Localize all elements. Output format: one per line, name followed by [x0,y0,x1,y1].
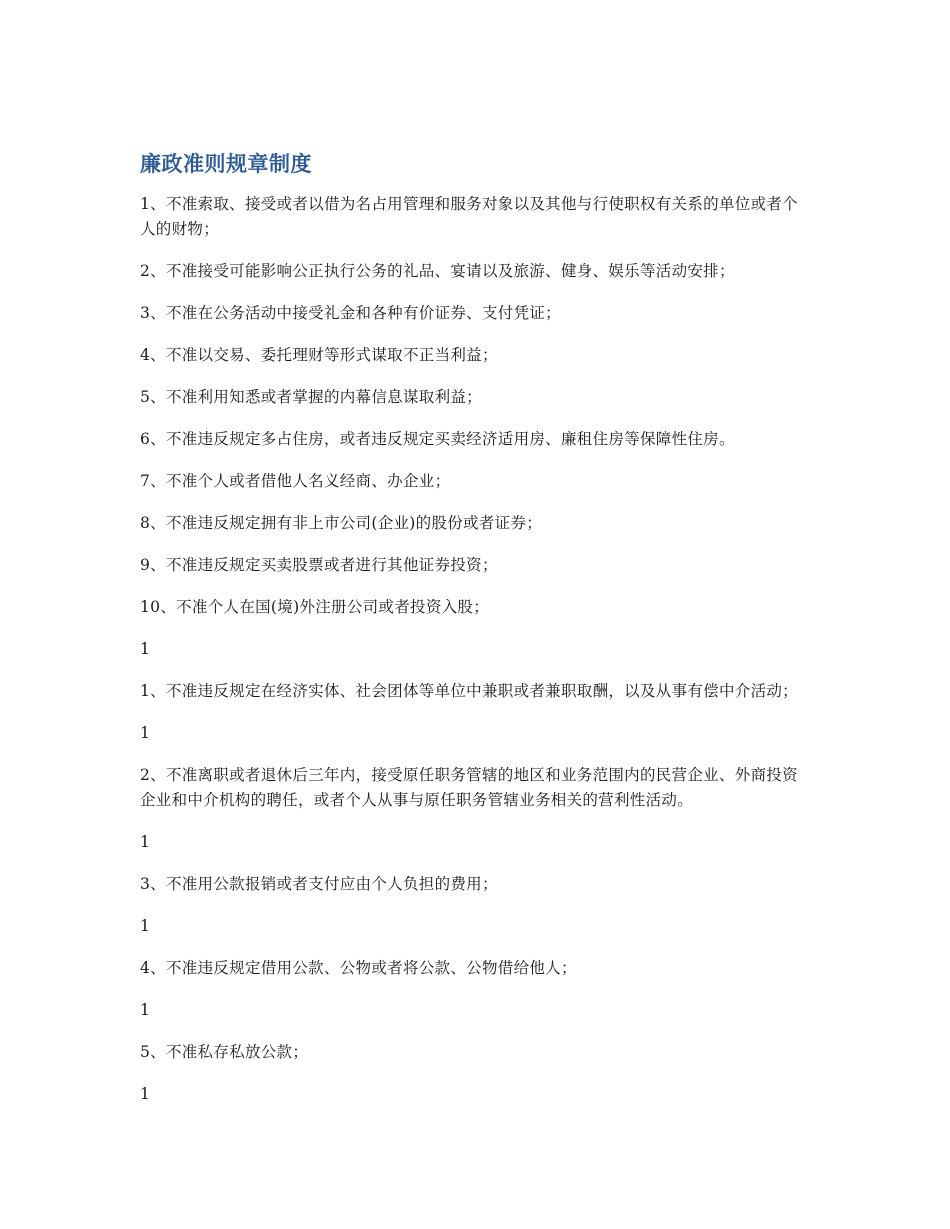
document-title: 廉政准则规章制度 [140,152,312,176]
paragraph-item: 1、不准索取、接受或者以借为名占用管理和服务对象以及其他与行使职权有关系的单位或者个人的财物； [140,195,798,238]
paragraph-item: 5、不准私存私放公款； [140,1043,309,1061]
paragraph-item: 9、不准违反规定买卖股票或者进行其他证券投资； [140,556,498,574]
paragraph-item: 3、不准用公款报销或者支付应由个人负担的费用； [140,875,498,893]
paragraph-item: 2、不准接受可能影响公正执行公务的礼品、宴请以及旅游、健身、娱乐等活动安排； [140,262,735,280]
paragraph-item: 10、不准个人在国(境)外注册公司或者投资入股； [140,598,490,616]
section-marker: 1 [140,640,150,658]
paragraph-item: 8、不准违反规定拥有非上市公司(企业)的股份或者证券； [140,514,543,532]
section-marker: 1 [140,724,150,742]
paragraph-item: 1、不准违反规定在经济实体、社会团体等单位中兼职或者兼职取酬，以及从事有偿中介活动； [140,682,798,700]
paragraph-item: 2、不准离职或者退休后三年内，接受原任职务管辖的地区和业务范围内的民营企业、外商投资企业和中介机构的聘任，或者个人从事与原任职务管辖业务相关的营利性活动。 [140,766,798,809]
paragraph-item: 5、不准利用知悉或者掌握的内幕信息谋取利益； [140,388,482,406]
section-marker: 1 [140,833,150,851]
section-marker: 1 [140,917,150,935]
paragraph-item: 4、不准以交易、委托理财等形式谋取不正当利益； [140,346,498,364]
paragraph-item: 4、不准违反规定借用公款、公物或者将公款、公物借给他人； [140,959,577,977]
paragraph-item: 6、不准违反规定多占住房，或者违反规定买卖经济适用房、廉租住房等保障性住房。 [140,430,735,448]
paragraph-item: 3、不准在公务活动中接受礼金和各种有价证券、支付凭证； [140,304,561,322]
document-body [140,150,805,1124]
section-marker: 1 [140,1001,150,1019]
section-marker: 1 [140,1085,150,1103]
paragraph-item: 7、不准个人或者借他人名义经商、办企业； [140,472,451,490]
